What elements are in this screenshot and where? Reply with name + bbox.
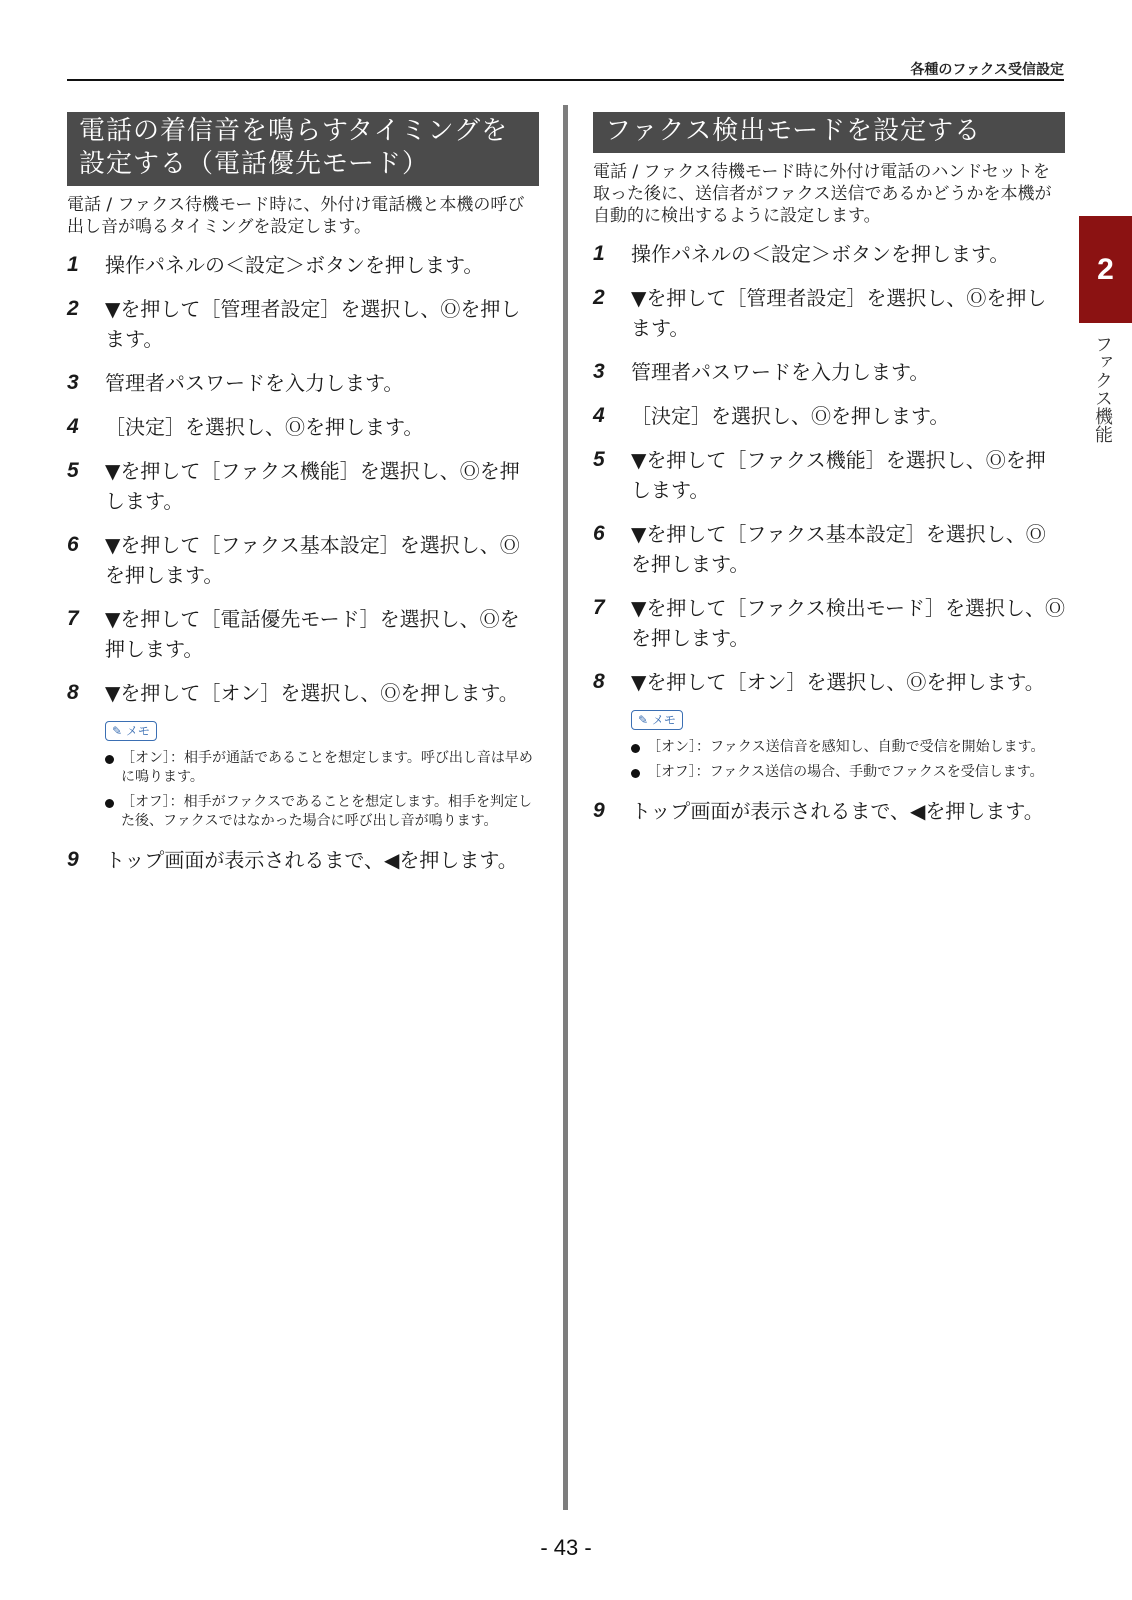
step-text: ▼を押して［管理者設定］を選択し、Ⓞを押します。 <box>105 297 521 351</box>
step <box>593 445 1065 505</box>
memo-item: ［オン］：相手が通話であることを想定します。呼び出し音は早めに鳴ります。 <box>105 749 539 787</box>
step-text: ▼を押して［オン］を選択し、Ⓞを押します。 <box>631 670 1045 694</box>
step <box>593 401 1065 431</box>
step <box>67 412 539 442</box>
column-divider <box>563 105 568 1510</box>
step-text: 操作パネルの＜設定＞ボタンを押します。 <box>105 253 484 277</box>
step <box>67 530 539 590</box>
step-text: ▼を押して［ファクス基本設定］を選択し、Ⓞを押します。 <box>631 522 1046 576</box>
step <box>593 667 1065 697</box>
step-text: トップ画面が表示されるまで、◀を押します。 <box>105 848 518 872</box>
step <box>593 796 1065 826</box>
step-text: ［決定］を選択し、Ⓞを押します。 <box>631 404 950 428</box>
step-text: ▼を押して［ファクス機能］を選択し、Ⓞを押します。 <box>631 448 1046 502</box>
step <box>67 456 539 516</box>
header-rule <box>67 79 1064 81</box>
step-number: 9 <box>67 848 79 871</box>
step-list <box>593 239 1065 697</box>
step <box>67 604 539 664</box>
section-intro: 電話 / ファクス待機モード時に外付け電話のハンドセットを取った後に、送信者がファクス送信であるかどうかを本機が自動的に検出するように設定します。 <box>593 162 1052 226</box>
step-number: 9 <box>593 799 605 822</box>
memo-badge <box>631 710 683 730</box>
pencil-icon: ✎ <box>112 724 123 738</box>
right-column <box>593 112 1065 840</box>
step-text: ［決定］を選択し、Ⓞを押します。 <box>105 415 424 439</box>
step-text: ▼を押して［電話優先モード］を選択し、Ⓞを押します。 <box>105 607 520 661</box>
step-number: 8 <box>593 670 605 693</box>
section-title-ring-timing: 電話の着信音を鳴らすタイミングを設定する（電話優先モード） <box>67 112 539 186</box>
step-text: ▼を押して［ファクス基本設定］を選択し、Ⓞを押します。 <box>105 533 520 587</box>
step-text: トップ画面が表示されるまで、◀を押します。 <box>631 799 1044 823</box>
step <box>593 357 1065 387</box>
chapter-number: 2 <box>1097 252 1114 286</box>
memo-box <box>105 720 539 831</box>
step-text: ▼を押して［オン］を選択し、Ⓞを押します。 <box>105 681 519 705</box>
step-list <box>67 250 539 708</box>
step-number: 7 <box>593 596 605 619</box>
step-number: 4 <box>593 404 605 427</box>
chapter-side-label: ファクス機能 <box>1092 335 1113 443</box>
step-number: 6 <box>593 522 605 545</box>
memo-item: ［オン］：ファクス送信音を感知し、自動で受信を開始します。 <box>631 738 1065 757</box>
page-number: - 43 - <box>540 1535 592 1560</box>
left-column <box>67 112 539 889</box>
step-number: 3 <box>593 360 605 383</box>
chapter-tab <box>1079 216 1132 323</box>
step <box>67 368 539 398</box>
step <box>593 239 1065 269</box>
step-number: 4 <box>67 415 79 438</box>
step-number: 2 <box>593 286 605 309</box>
step <box>67 678 539 708</box>
step <box>593 593 1065 653</box>
section-title-fax-detect: ファクス検出モードを設定する <box>593 112 1065 153</box>
step-text: ▼を押して［ファクス検出モード］を選択し、Ⓞを押します。 <box>631 596 1065 650</box>
step-number: 7 <box>67 607 79 630</box>
running-header: 各種のファクス受信設定 <box>910 62 1064 78</box>
memo-item: ［オフ］：相手がファクスであることを想定します。相手を判定した後、ファクスではなかった場合に呼び出し音が鳴ります。 <box>105 793 539 831</box>
step-text: 管理者パスワードを入力します。 <box>105 371 404 395</box>
step <box>593 519 1065 579</box>
step-text: ▼を押して［ファクス機能］を選択し、Ⓞを押します。 <box>105 459 520 513</box>
step-text: ▼を押して［管理者設定］を選択し、Ⓞを押します。 <box>631 286 1047 340</box>
step-number: 3 <box>67 371 79 394</box>
step-number: 1 <box>67 253 79 276</box>
step-text: 管理者パスワードを入力します。 <box>631 360 930 384</box>
memo-badge <box>105 721 157 741</box>
step-number: 2 <box>67 297 79 320</box>
step-text: 操作パネルの＜設定＞ボタンを押します。 <box>631 242 1010 266</box>
step-number: 8 <box>67 681 79 704</box>
section-intro: 電話 / ファクス待機モード時に、外付け電話機と本機の呼び出し音が鳴るタイミングを設定します。 <box>67 195 525 237</box>
step <box>593 283 1065 343</box>
step <box>67 845 539 875</box>
step-number: 5 <box>67 459 79 482</box>
memo-label: メモ <box>125 724 150 738</box>
step-number: 5 <box>593 448 605 471</box>
step <box>67 250 539 280</box>
memo-item: ［オフ］：ファクス送信の場合、手動でファクスを受信します。 <box>631 763 1065 782</box>
step-number: 6 <box>67 533 79 556</box>
step-number: 1 <box>593 242 605 265</box>
memo-box <box>631 709 1065 782</box>
pencil-icon: ✎ <box>638 713 649 727</box>
step <box>67 294 539 354</box>
memo-label: メモ <box>651 713 676 727</box>
